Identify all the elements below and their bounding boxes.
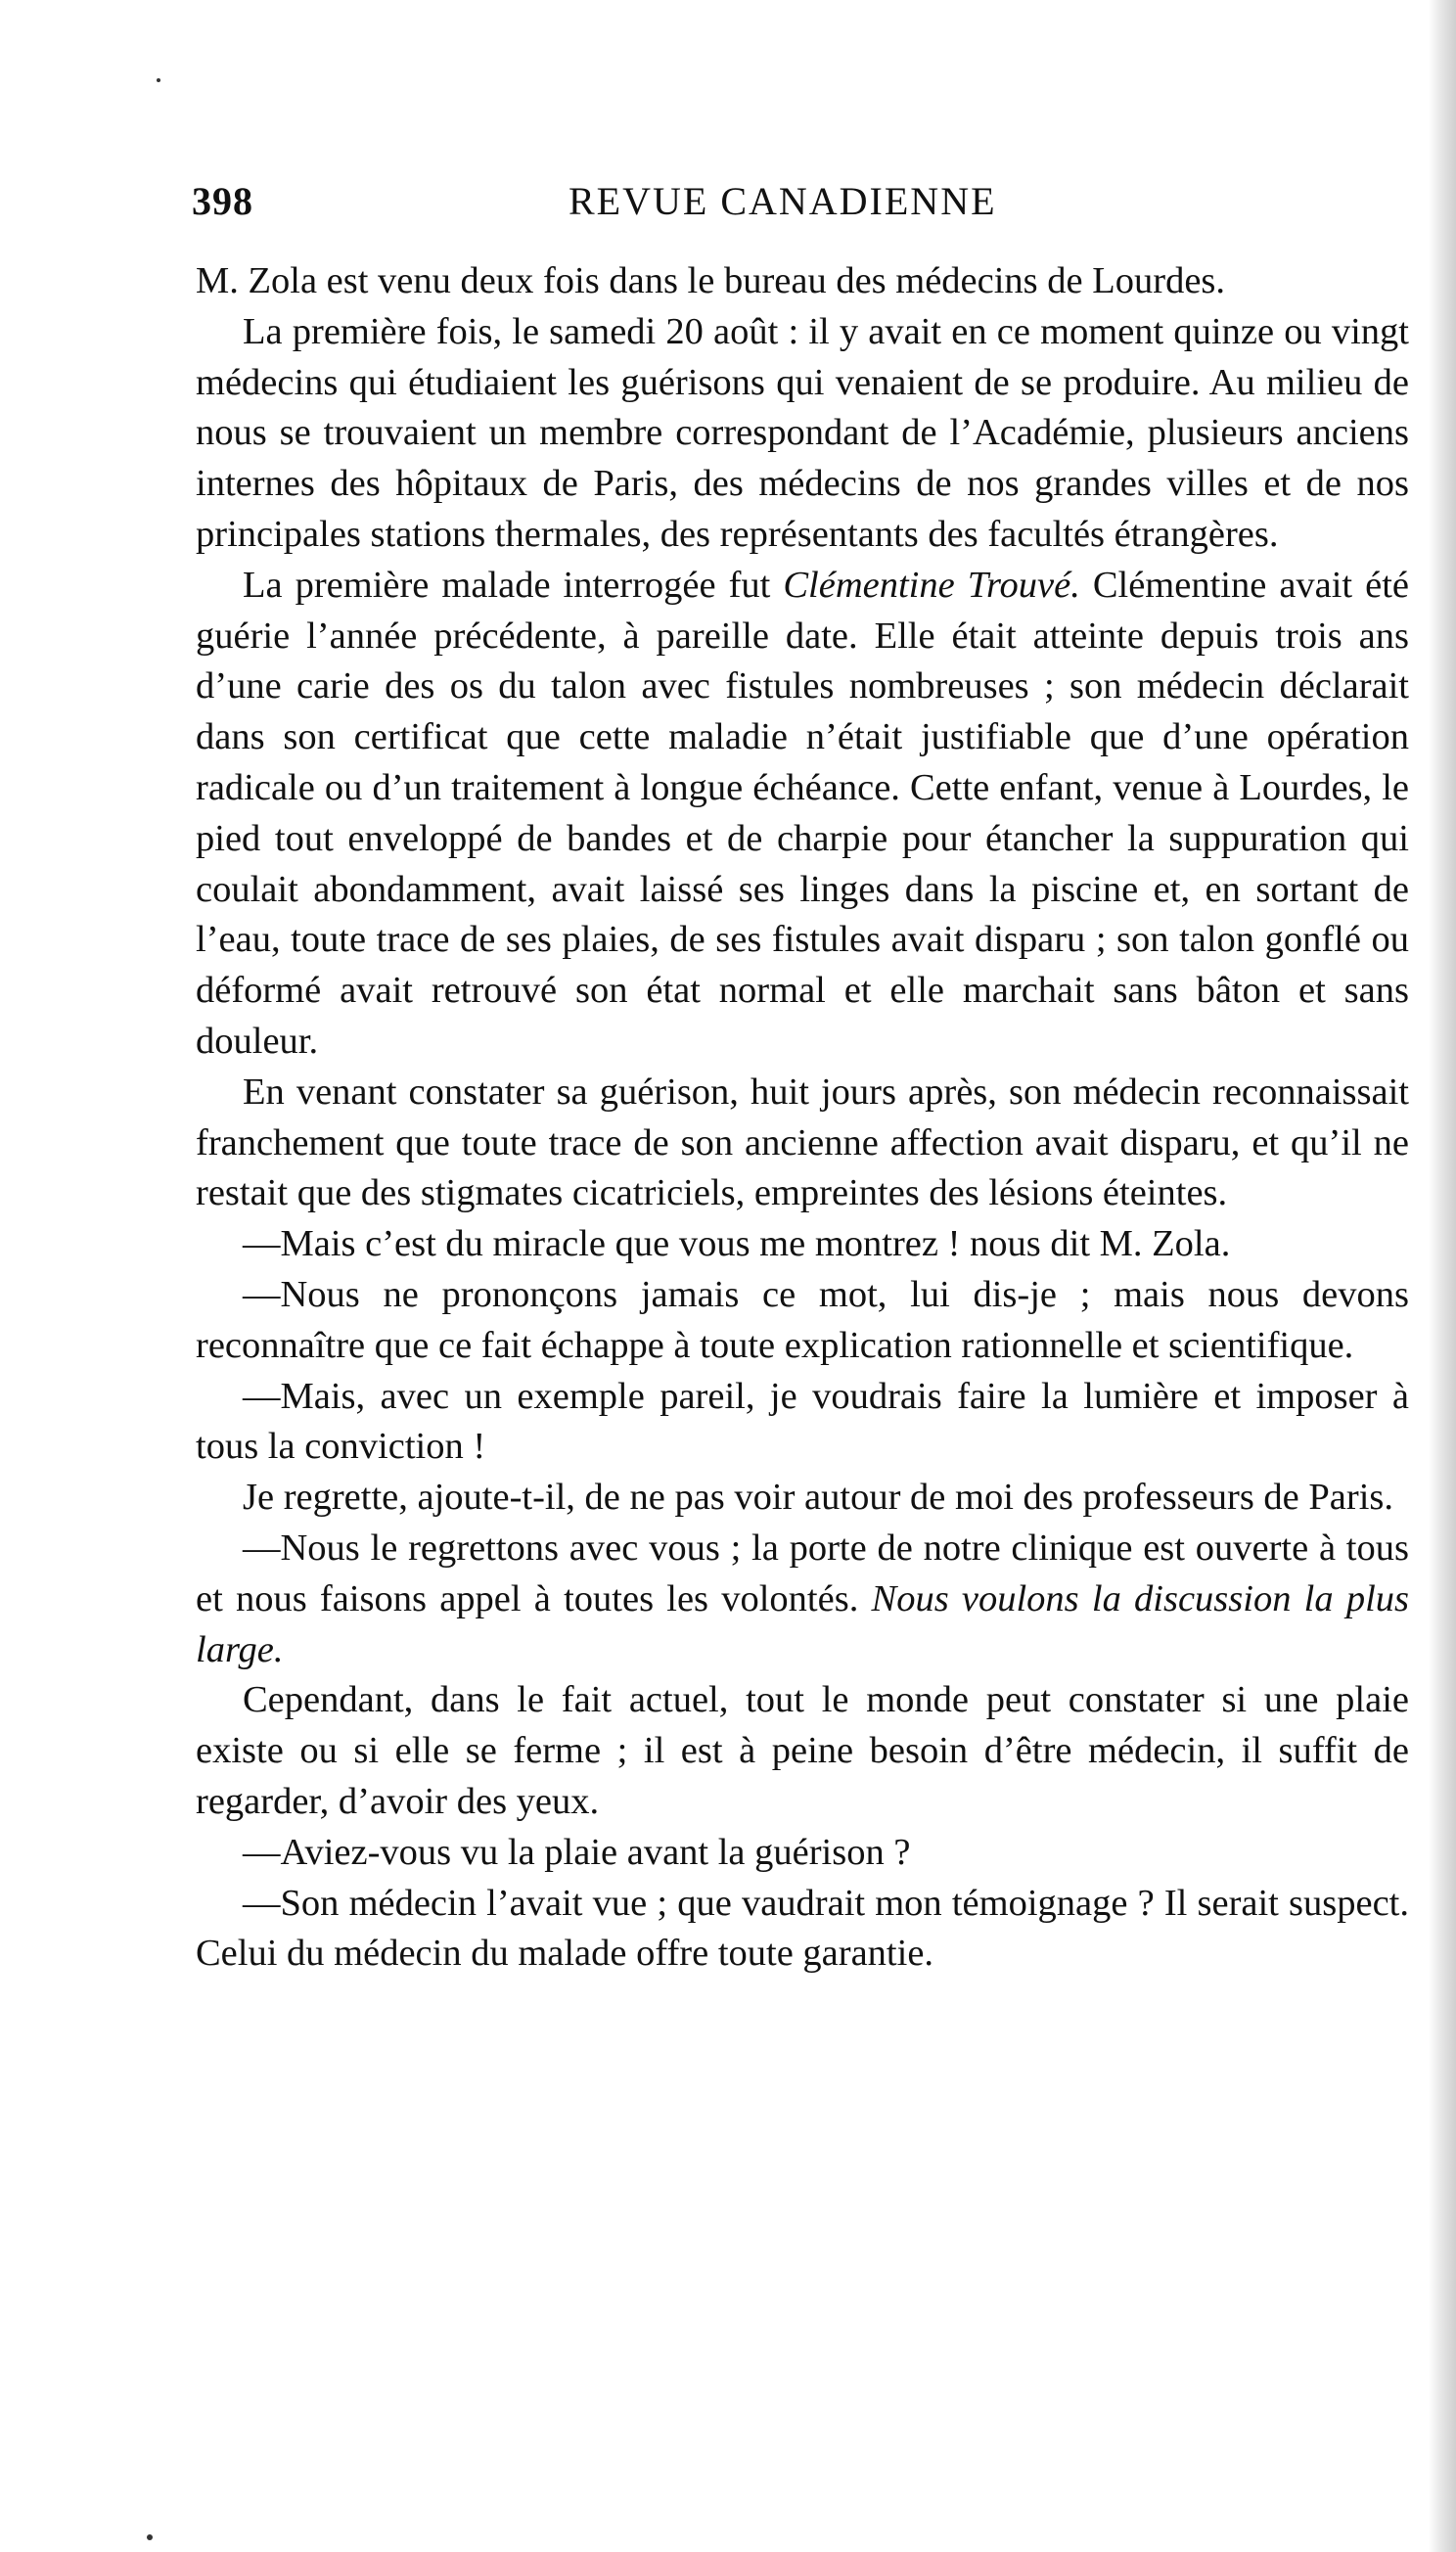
dialogue-line-3: —Mais, avec un exemple pareil, je voudrais faire la lumière et imposer à tous la conviction ! — [196, 1375, 1409, 1468]
paragraph-3-lead: La première malade interrogée fut — [243, 564, 784, 606]
paragraph-2: La première fois, le samedi 20 août : il y avait en ce moment quinze ou vingt médecins qui étudiaient les guérisons qui venaient de se produire. Au milieu de nous se trouvaient un membre correspondant de l’Académie, plusieurs anciens internes des hôpitaux de Paris, des médecins de nos grandes villes et de nos principales stations thermales, des représentants des facultés étrangères. — [196, 310, 1409, 555]
article-body — [196, 256, 1409, 1980]
scan-speck — [147, 2534, 153, 2540]
page-header — [192, 178, 1405, 237]
scan-speck — [157, 78, 160, 82]
patient-name: Clémentine Trouvé. — [783, 564, 1080, 606]
dialogue-line-4: Je regrette, ajoute-t-il, de ne pas voir autour de moi des professeurs de Paris. — [243, 1477, 1394, 1519]
dialogue-line-5 — [196, 1524, 1409, 1675]
dialogue-line-1: —Mais c’est du miracle que vous me montrez ! nous dit M. Zola. — [243, 1223, 1231, 1265]
running-title: REVUE CANADIENNE — [569, 179, 997, 223]
dialogue-line-7: —Son médecin l’avait vue ; que vaudrait mon témoignage ? Il serait suspect. Celui du médecin du malade offre toute garantie. — [196, 1882, 1409, 1975]
paragraph-3-rest: Clémentine avait été guérie l’année précédente, à pareille date. Elle était atteinte depuis trois ans d’une carie des os du talon avec fistules nombreuses ; son médecin déclarait dans son certificat que cette maladie n’était justifiable que d’une opération radicale ou d’un traitement à longue échéance. Cette enfant, venue à Lourdes, le pied tout enveloppé de bandes et de charpie pour étancher la suppuration qui coulait abondamment, avait laissé ses linges dans la piscine et, en sortant de l’eau, toute trace de ses plaies, de ses fistules avait disparu ; son talon gonflé ou déformé avait retrouvé son état normal et elle marchait sans bâton et sans douleur. — [196, 564, 1410, 1062]
scan-shadow-edge — [1429, 0, 1456, 2552]
dialogue-line-6: —Aviez-vous vu la plaie avant la guérison ? — [243, 1831, 911, 1873]
paragraph-cependant: Cependant, dans le fait actuel, tout le monde peut constater si une plaie existe ou si elle se ferme ; il est à peine besoin d’être médecin, il suffit de regarder, d’avoir des yeux. — [196, 1679, 1409, 1822]
dialogue-line-5-lead: —Nous le regrettons avec vous ; la porte de notre clinique est ouverte à tous et nous faisons appel à toutes les volontés. — [196, 1527, 1409, 1619]
paragraph-3 — [196, 561, 1409, 1068]
dialogue-line-2: —Nous ne prononçons jamais ce mot, lui dis-je ; mais nous devons reconnaître que ce fait échappe à toute explication rationnelle et scientifique. — [196, 1273, 1409, 1366]
paragraph-1: M. Zola est venu deux fois dans le bureau des médecins de Lourdes. — [196, 260, 1226, 301]
emphasis-discussion: Nous voulons la discussion la plus large. — [196, 1577, 1409, 1670]
page-number: 398 — [192, 179, 253, 223]
paragraph-4: En venant constater sa guérison, huit jours après, son médecin reconnaissait franchement que toute trace de son ancienne affection avait disparu, et qu’il ne restait que des stigmates cicatriciels, empreintes des lésions éteintes. — [196, 1071, 1409, 1214]
